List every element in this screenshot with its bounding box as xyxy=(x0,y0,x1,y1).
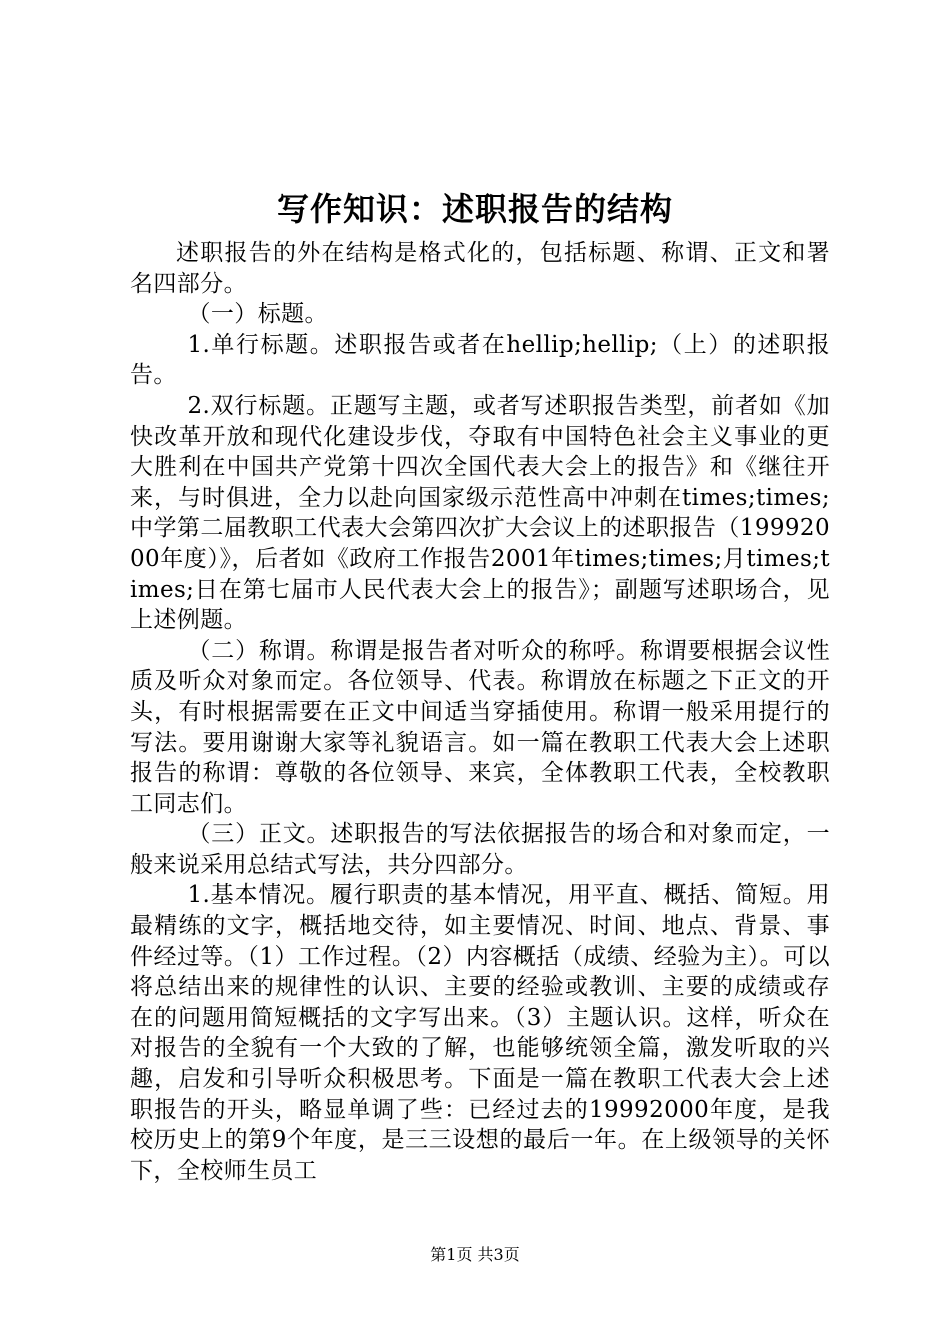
paragraph-salutation: （二）称谓。称谓是报告者对听众的称呼。称谓要根据会议性质及听众对象而定。各位领导、代表。称谓放在标题之下正文的开头，有时根据需要在正文中间适当穿插使用。称谓一般采用提行的写法。要用谢谢大家等礼貌语言。如一篇在教职工代表大会上述职报告的称谓：尊敬的各位领导、来宾，全体教职工代表，全校教职工同志们。 xyxy=(130,637,830,817)
paragraph-intro: 述职报告的外在结构是格式化的，包括标题、称谓、正文和署名四部分。 xyxy=(130,240,830,297)
document-body xyxy=(130,238,830,1186)
paragraph-main-text: （三）正文。述职报告的写法依据报告的场合和对象而定，一般来说采用总结式写法，共分四部分。 xyxy=(130,821,830,878)
page-number-footer: 第1页 共3页 xyxy=(430,1245,520,1264)
document-title: 写作知识：述职报告的结构 xyxy=(276,190,673,228)
paragraph-heading-title: （一）标题。 xyxy=(187,301,328,328)
paragraph-basic-situation: 1.基本情况。履行职责的基本情况，用平直、概括、简短。用最精练的文字，概括地交待，如主要情况、时间、地点、背景、事件经过等。（1）工作过程。（2）内容概括（成绩、经验为主）。可以将总结出来的规律性的认识、主要的经验或教训、主要的成绩或存在的问题用简短概括的文字写出来。（3）主题认识。这样，听众在对报告的全貌有一个大致的了解，也能够统领全篇，激发听取的兴趣，启发和引导听众积极思考。下面是一篇在教职工代表大会上述职报告的开头，略显单调了些：已经过去的19992000年度，是我校历史上的第9个年度，是三三设想的最后一年。在上级领导的关怀下，全校师生员工 xyxy=(130,882,830,1184)
paragraph-double-line-title: 2.双行标题。正题写主题，或者写述职报告类型，前者如《加快改革开放和现代化建设步伐，夺取有中国特色社会主义事业的更大胜利在中国共产党第十四次全国代表大会上的报告》和《继往开来，与时俱进，全力以赴向国家级示范性高中冲刺在times;times;中学第二届教职工代表大会第四次扩大会议上的述职报告（19992000年度）》，后者如《政府工作报告2001年times;times;月times;times;日在第七届市人民代表大会上的报告》；副题写述职场合，见上述例题。 xyxy=(130,392,830,634)
paragraph-single-line-title: 1.单行标题。述职报告或者在hellip;hellip;（上）的述职报告。 xyxy=(130,331,830,389)
